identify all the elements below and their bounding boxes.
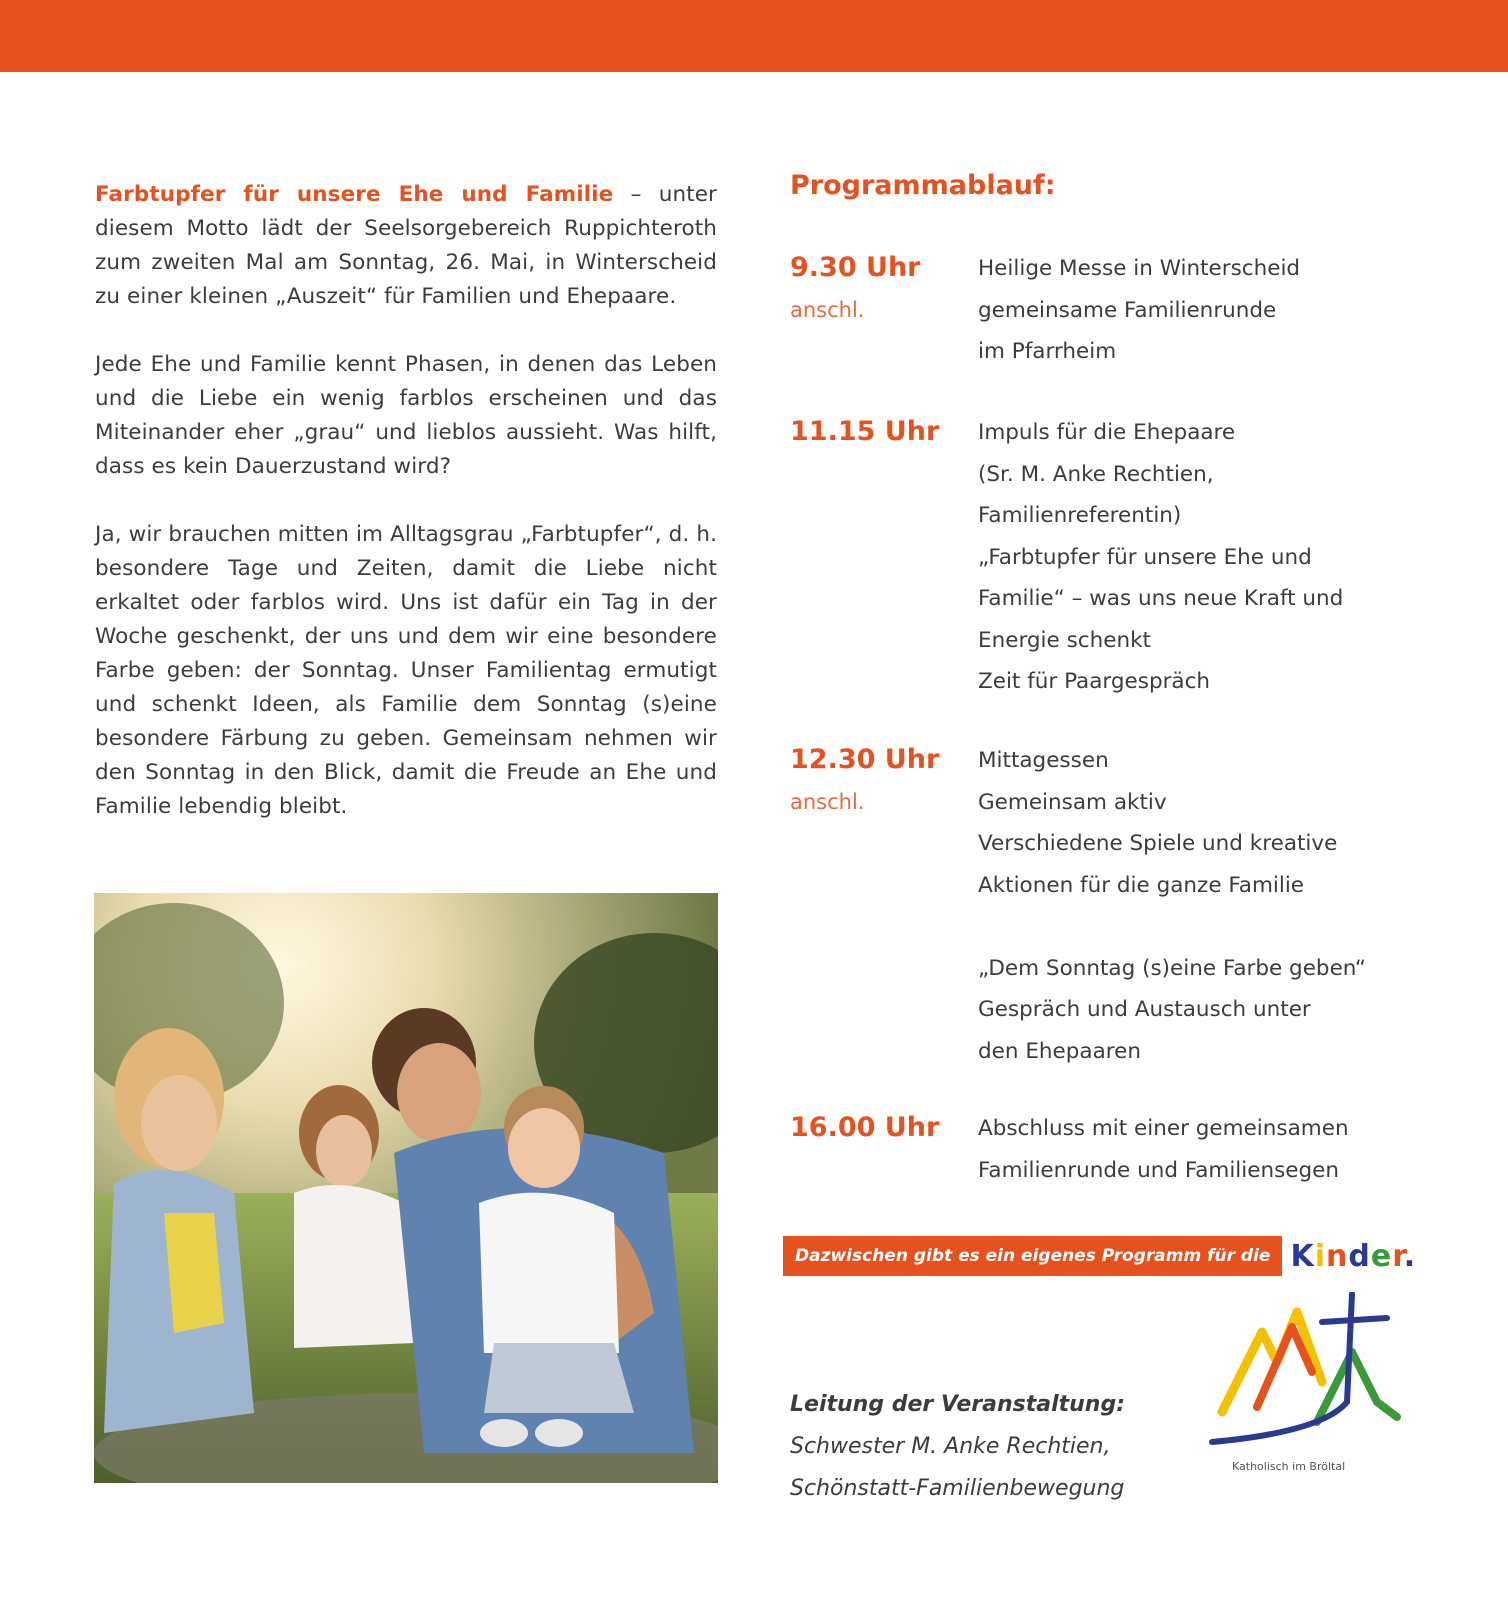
intro-paragraph-1 xyxy=(95,178,717,314)
logo-mountains-cross xyxy=(1202,1292,1422,1462)
leitung-org: Schönstatt-Familienbewegung xyxy=(790,1476,1125,1501)
program-item: Gespräch und Austausch unter xyxy=(978,997,1311,1022)
program-time-note: anschl. xyxy=(790,789,865,814)
program-item: Aktionen für die ganze Familie xyxy=(978,872,1305,898)
kids-word-letter: K xyxy=(1290,1238,1315,1274)
program-item: Gemeinsam aktiv xyxy=(978,789,1167,815)
program-time-note: anschl. xyxy=(790,297,865,322)
kids-banner xyxy=(783,1236,1416,1276)
program-item: Familie“ – was uns neue Kraft und xyxy=(978,586,1344,611)
motto-highlight: Farbtupfer für unsere Ehe und Familie xyxy=(95,182,614,207)
katholisch-im-broeltal-logo xyxy=(1202,1292,1422,1482)
program-item: im Pfarrheim xyxy=(978,339,1117,364)
program-item: (Sr. M. Anke Rechtien, xyxy=(978,461,1214,487)
program-time: 9.30 Uhr xyxy=(790,252,921,283)
top-accent-bar xyxy=(0,0,1508,72)
intro-text xyxy=(95,178,717,858)
kids-word xyxy=(1290,1239,1416,1274)
program-item: Verschiedene Spiele und kreative xyxy=(978,831,1338,856)
program-item: „Farbtupfer für unsere Ehe und xyxy=(978,544,1312,570)
program-item: Heilige Messe in Winterscheid xyxy=(978,256,1301,281)
kids-word-letter: d xyxy=(1348,1238,1371,1274)
program-item: Abschluss mit einer gemeinsamen xyxy=(978,1116,1349,1141)
leitung-block xyxy=(790,1384,1210,1510)
program-time: 12.30 Uhr xyxy=(790,744,940,775)
kids-word-letter: e xyxy=(1370,1238,1393,1274)
program-item: „Dem Sonntag (s)eine Farbe geben“ xyxy=(978,955,1367,981)
program-item: Impuls für die Ehepaare xyxy=(978,420,1236,445)
family-photo xyxy=(94,893,718,1483)
intro-paragraph-2: Jede Ehe und Familie kennt Phasen, in denen das Leben und die Liebe ein wenig farblos erscheinen und das Miteinander eher „grau“ und lieblos aussieht. Was hilft, dass es kein Dauerzustand wird? xyxy=(95,352,717,479)
kids-banner-text: Dazwischen gibt es ein eigenes Programm für die xyxy=(783,1236,1282,1276)
kids-word-letter: . xyxy=(1403,1238,1417,1274)
kids-word-letter: r xyxy=(1392,1238,1404,1274)
leitung-heading: Leitung der Veranstaltung: xyxy=(790,1392,1125,1417)
program-item: gemeinsame Familienrunde xyxy=(978,297,1277,323)
program-item: Familienrunde und Familiensegen xyxy=(978,1157,1340,1183)
leitung-name: Schwester M. Anke Rechtien, xyxy=(790,1434,1111,1459)
program-section xyxy=(790,170,1490,210)
family-photo-illustration xyxy=(94,893,718,1483)
kids-word-letter: n xyxy=(1325,1238,1349,1274)
program-item: Energie schenkt xyxy=(978,627,1151,653)
program-item: Familienreferentin) xyxy=(978,503,1182,528)
program-time: 11.15 Uhr xyxy=(790,416,940,447)
logo-text: Katholisch im Bröltal xyxy=(1232,1460,1346,1473)
program-item: den Ehepaaren xyxy=(978,1038,1141,1064)
intro-paragraph-3: Ja, wir brauchen mitten im Alltagsgrau „Farbtupfer“, d. h. besondere Tage und Zeiten, damit die Liebe nicht erkaltet oder farblos wird. Uns ist dafür ein Tag in der Woche geschenkt, der uns und dem wir eine besondere Farbe geben: der Sonntag. Unser Familientag ermutigt und schenkt Ideen, als Familie dem Sonntag (s)eine besondere Färbung zu geben. Gemeinsam nehmen wir den Sonntag in den Blick, damit die Freude an Ehe und Familie lebendig bleibt. xyxy=(95,522,717,819)
program-title: Programmablauf: xyxy=(790,170,1056,201)
program-item: Zeit für Paargespräch xyxy=(978,669,1211,694)
kids-word-letter: i xyxy=(1314,1238,1326,1274)
program-item: Mittagessen xyxy=(978,748,1109,773)
program-time: 16.00 Uhr xyxy=(790,1112,940,1143)
intro-paragraph-1-rest: – unter diesem Motto lädt der Seelsorgebereich Ruppichteroth zum zweiten Mal am Sonntag, 26. Mai, in Winterscheid zu einer kleinen „Auszeit“ für Familien und Ehepaare. xyxy=(95,182,717,309)
